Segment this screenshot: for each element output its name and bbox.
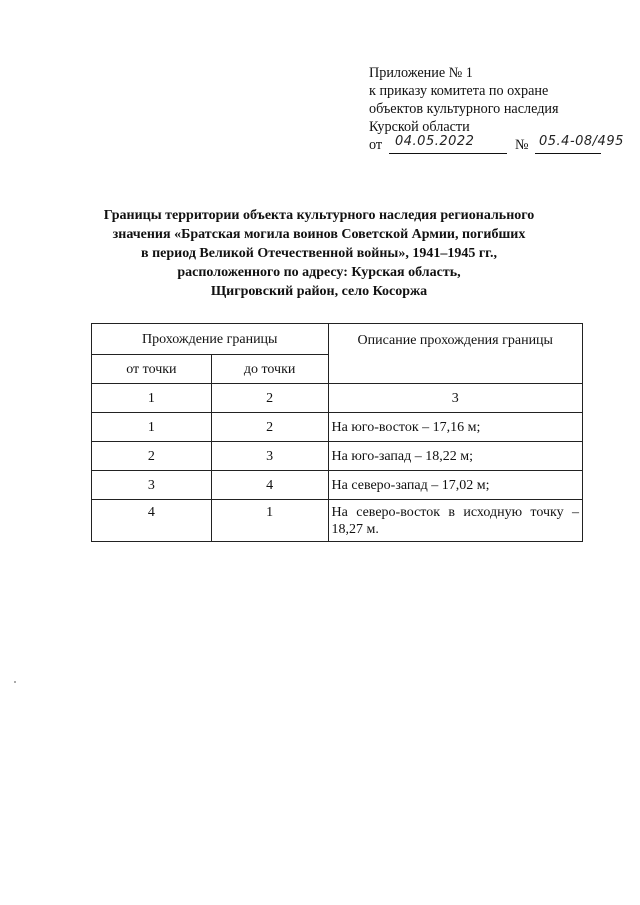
title-line: расположенного по адресу: Курская область,: [177, 265, 461, 280]
header-boundary-passage: Прохождение границы: [92, 324, 329, 355]
from-point-cell: 1: [92, 413, 212, 442]
boundary-table: [91, 323, 583, 542]
column-number: 3: [328, 384, 582, 413]
from-point-cell: 4: [92, 500, 212, 542]
document-title: [80, 206, 558, 301]
table-row: [92, 442, 583, 471]
number-prefix: №: [515, 137, 529, 153]
date-prefix: от: [369, 137, 383, 153]
header-description: Описание прохождения границы: [328, 324, 582, 384]
description-cell: На северо-запад – 17,02 м;: [328, 471, 582, 500]
to-point-cell: 4: [211, 471, 328, 500]
scan-speck: [14, 681, 16, 683]
from-point-cell: 2: [92, 442, 212, 471]
handwritten-date: 04.05.2022: [395, 134, 475, 149]
title-line: Границы территории объекта культурного наследия регионального: [103, 208, 535, 223]
to-point-cell: 1: [211, 500, 328, 542]
appendix-committee: объектов культурного наследия: [369, 101, 559, 117]
handwritten-number: 05.4-08/495: [539, 134, 624, 149]
column-number: 1: [92, 384, 212, 413]
order-date-number-line: [369, 134, 624, 156]
title-line: Щигровский район, село Косоржа: [210, 284, 428, 299]
table-header-row: [92, 324, 583, 355]
to-point-cell: 2: [211, 413, 328, 442]
title-line: в период Великой Отечественной войны», 1941–1945 гг.,: [141, 246, 497, 261]
table-row: [92, 413, 583, 442]
header-from-point: от точки: [92, 355, 212, 384]
description-cell: На северо-восток в исходную точку – 18,27 м.: [328, 500, 582, 542]
title-line: значения «Братская могила воинов Советской Армии, погибших: [112, 227, 526, 242]
table-row: [92, 500, 583, 542]
column-number: 2: [211, 384, 328, 413]
appendix-header: [369, 64, 624, 156]
appendix-order-ref: к приказу комитета по охране: [369, 83, 549, 99]
appendix-region: Курской области: [369, 119, 470, 135]
description-cell: На юго-восток – 17,16 м;: [328, 413, 582, 442]
table-row: [92, 471, 583, 500]
from-point-cell: 3: [92, 471, 212, 500]
header-to-point: до точки: [211, 355, 328, 384]
column-numbers-row: [92, 384, 583, 413]
to-point-cell: 3: [211, 442, 328, 471]
description-cell: На юго-запад – 18,22 м;: [328, 442, 582, 471]
appendix-number: Приложение № 1: [369, 65, 473, 81]
